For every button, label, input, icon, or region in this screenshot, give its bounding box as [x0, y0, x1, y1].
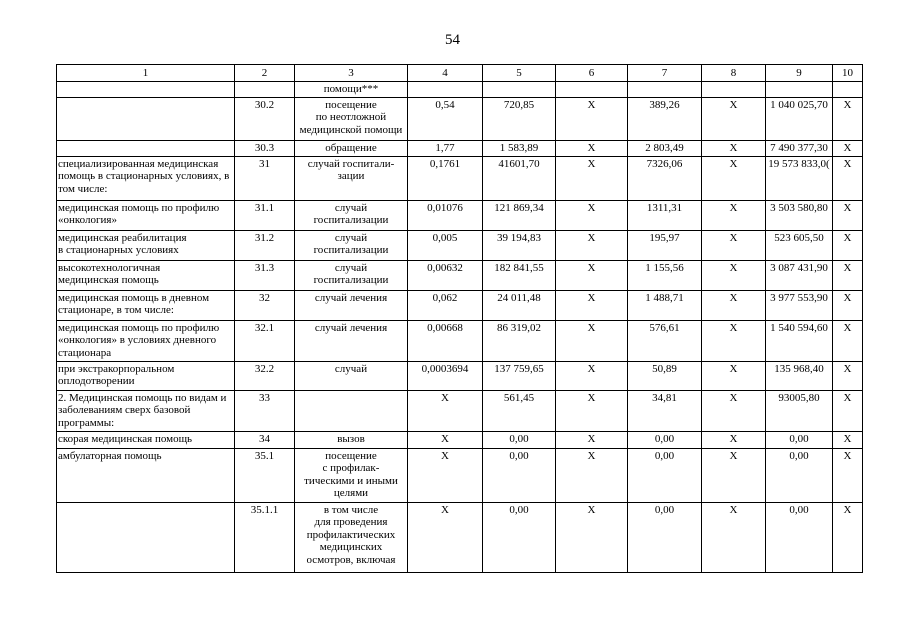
table-cell: X [702, 230, 766, 260]
table-cell: X [408, 390, 483, 431]
table-cell: X [702, 320, 766, 361]
table-cell: X [702, 200, 766, 230]
header-cell: 2 [235, 65, 295, 82]
table-cell: 0,00668 [408, 320, 483, 361]
table-cell: случай госпитализации [295, 230, 408, 260]
table-cell: X [556, 448, 628, 502]
table-cell: вызов [295, 431, 408, 448]
table-cell [628, 82, 702, 98]
table-cell: 24 011,48 [483, 290, 556, 320]
table-cell [766, 82, 833, 98]
table-cell: 33 [235, 390, 295, 431]
table-cell: 31.1 [235, 200, 295, 230]
table-cell: 34,81 [628, 390, 702, 431]
table-cell: X [833, 320, 863, 361]
table-cell: X [702, 361, 766, 390]
table-cell: медицинская помощь по профилю «онкология» [57, 200, 235, 230]
table-cell: X [833, 200, 863, 230]
table-cell: 0,1761 [408, 156, 483, 200]
table-cell: 0,01076 [408, 200, 483, 230]
table-cell: случай лечения [295, 320, 408, 361]
table-cell: X [556, 320, 628, 361]
table-cell: в том числе для проведения профилактических медицинских осмотров, включая [295, 502, 408, 572]
table-cell: X [833, 390, 863, 431]
table-cell: 0,00632 [408, 260, 483, 290]
header-cell: 8 [702, 65, 766, 82]
table-cell: X [556, 230, 628, 260]
table-row [57, 200, 863, 230]
table-cell: X [702, 502, 766, 572]
table-cell: X [833, 502, 863, 572]
table-cell: 0,54 [408, 97, 483, 140]
table-cell: 3 503 580,80 [766, 200, 833, 230]
table-cell [235, 82, 295, 98]
table-cell: X [702, 97, 766, 140]
table-cell: 0,0003694 [408, 361, 483, 390]
table-cell: X [408, 431, 483, 448]
table-cell [556, 82, 628, 98]
table-cell: случай госпитали- зации [295, 156, 408, 200]
table-cell: 0,00 [766, 502, 833, 572]
table-cell: 30.2 [235, 97, 295, 140]
table-cell: 19 573 833,0( [766, 156, 833, 200]
table-cell: X [833, 140, 863, 156]
table-cell: 0,005 [408, 230, 483, 260]
table-row [57, 82, 863, 98]
table-cell: 135 968,40 [766, 361, 833, 390]
table-cell: X [556, 140, 628, 156]
header-cell: 10 [833, 65, 863, 82]
table-cell: X [702, 431, 766, 448]
table-cell: 34 [235, 431, 295, 448]
table-cell: 2 803,49 [628, 140, 702, 156]
table-row [57, 260, 863, 290]
table-cell: X [833, 97, 863, 140]
table-cell: 1 040 025,70 [766, 97, 833, 140]
table-cell: помощи*** [295, 82, 408, 98]
table-row [57, 320, 863, 361]
table-cell: 1 540 594,60 [766, 320, 833, 361]
table-cell: X [702, 290, 766, 320]
table-cell: обращение [295, 140, 408, 156]
table-body [57, 65, 863, 573]
table-cell [833, 82, 863, 98]
table-cell: посещение по неотложной медицинской помощи [295, 97, 408, 140]
table-cell: 720,85 [483, 97, 556, 140]
table-row [57, 361, 863, 390]
table-cell: 576,61 [628, 320, 702, 361]
table-cell: 1,77 [408, 140, 483, 156]
table-cell: X [833, 448, 863, 502]
table-cell: 35.1 [235, 448, 295, 502]
table-cell: X [556, 431, 628, 448]
table-cell: 523 605,50 [766, 230, 833, 260]
table-cell [57, 82, 235, 98]
table-cell: медицинская помощь в дневном стационаре, в том числе: [57, 290, 235, 320]
table-cell: 31.2 [235, 230, 295, 260]
table-cell: X [833, 230, 863, 260]
table-cell: X [556, 200, 628, 230]
table-cell: X [408, 502, 483, 572]
table-cell: X [408, 448, 483, 502]
header-cell: 5 [483, 65, 556, 82]
header-cell: 4 [408, 65, 483, 82]
table-row [57, 230, 863, 260]
table-cell: X [833, 260, 863, 290]
table-cell: 7 490 377,30 [766, 140, 833, 156]
table-row [57, 97, 863, 140]
table-row [57, 140, 863, 156]
table-cell: амбулаторная помощь [57, 448, 235, 502]
table-cell: 86 319,02 [483, 320, 556, 361]
table-cell: X [556, 97, 628, 140]
table-cell: 93005,80 [766, 390, 833, 431]
table-cell: 121 869,34 [483, 200, 556, 230]
table-cell: 137 759,65 [483, 361, 556, 390]
table-cell: посещение с профилак- тическими и иными целями [295, 448, 408, 502]
table-cell [408, 82, 483, 98]
table-cell: 0,00 [766, 431, 833, 448]
table-cell: 182 841,55 [483, 260, 556, 290]
table-row [57, 502, 863, 572]
table-row [57, 290, 863, 320]
table-row [57, 431, 863, 448]
table-header-row [57, 65, 863, 82]
table-cell: случай госпитализации [295, 200, 408, 230]
table-cell: 50,89 [628, 361, 702, 390]
table-cell: 31.3 [235, 260, 295, 290]
table-cell: 32 [235, 290, 295, 320]
table-cell: 31 [235, 156, 295, 200]
table-cell [483, 82, 556, 98]
table-cell: медицинская помощь по профилю «онкология» в условиях дневного стационара [57, 320, 235, 361]
table-cell [57, 140, 235, 156]
table-row [57, 390, 863, 431]
table-cell: 0,062 [408, 290, 483, 320]
table-cell: X [556, 390, 628, 431]
header-cell: 6 [556, 65, 628, 82]
table-cell: X [556, 290, 628, 320]
table-cell: 3 977 553,90 [766, 290, 833, 320]
table-cell: X [833, 431, 863, 448]
table-cell: 1 583,89 [483, 140, 556, 156]
table-cell: 0,00 [483, 431, 556, 448]
table-cell: X [702, 390, 766, 431]
table-cell: 1 155,56 [628, 260, 702, 290]
data-table [56, 64, 863, 573]
table-cell: 0,00 [766, 448, 833, 502]
table-cell: X [702, 140, 766, 156]
table-cell: 35.1.1 [235, 502, 295, 572]
table-cell [57, 502, 235, 572]
table-cell: 389,26 [628, 97, 702, 140]
table-cell: случай госпитализации [295, 260, 408, 290]
table-cell: 39 194,83 [483, 230, 556, 260]
table-cell: X [702, 260, 766, 290]
table-cell: скорая медицинская помощь [57, 431, 235, 448]
table-cell: X [702, 156, 766, 200]
table-cell: 32.1 [235, 320, 295, 361]
table-cell: 41601,70 [483, 156, 556, 200]
table-cell: X [556, 361, 628, 390]
table-cell: случай лечения [295, 290, 408, 320]
table-cell [702, 82, 766, 98]
table-cell: высокотехнологичная медицинская помощь [57, 260, 235, 290]
table-cell: случай [295, 361, 408, 390]
header-cell: 9 [766, 65, 833, 82]
table-cell: X [702, 448, 766, 502]
table-cell: 30.3 [235, 140, 295, 156]
header-cell: 7 [628, 65, 702, 82]
table-cell: 1311,31 [628, 200, 702, 230]
table-cell: 0,00 [483, 448, 556, 502]
table-cell: 561,45 [483, 390, 556, 431]
header-cell: 3 [295, 65, 408, 82]
table-cell: 3 087 431,90 [766, 260, 833, 290]
table-cell: X [833, 361, 863, 390]
table-cell: 2. Медицинская помощь по видам и заболеваниям сверх базовой программы: [57, 390, 235, 431]
table-cell: 1 488,71 [628, 290, 702, 320]
table-cell: X [556, 156, 628, 200]
table-row [57, 448, 863, 502]
table-cell: X [833, 156, 863, 200]
table-cell: медицинская реабилитация в стационарных условиях [57, 230, 235, 260]
header-cell: 1 [57, 65, 235, 82]
table-row [57, 156, 863, 200]
table-cell: 0,00 [628, 448, 702, 502]
table-cell: 0,00 [628, 431, 702, 448]
page-number: 54 [445, 32, 460, 48]
table-cell: 0,00 [483, 502, 556, 572]
table-cell [57, 97, 235, 140]
table-cell: при экстракорпоральном оплодотворении [57, 361, 235, 390]
table-cell: 195,97 [628, 230, 702, 260]
table-cell [295, 390, 408, 431]
table-cell: 0,00 [628, 502, 702, 572]
table-cell: специализированная медицинская помощь в стационарных условиях, в том числе: [57, 156, 235, 200]
table-cell: X [556, 260, 628, 290]
table-cell: X [833, 290, 863, 320]
table-cell: 32.2 [235, 361, 295, 390]
table-cell: 7326,06 [628, 156, 702, 200]
table-cell: X [556, 502, 628, 572]
